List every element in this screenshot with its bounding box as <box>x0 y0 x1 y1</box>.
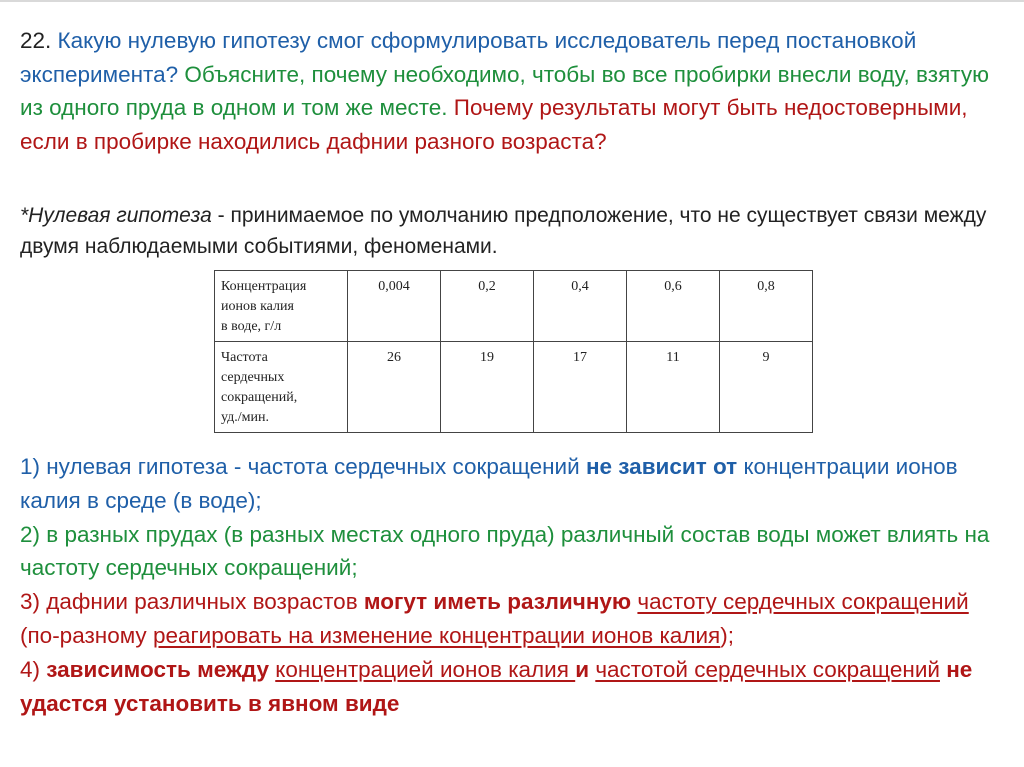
table-cell: 0,2 <box>441 271 534 342</box>
definition-term: *Нулевая гипотеза <box>20 204 212 227</box>
answer-3: 3) дафнии различных возрастов могут иметь различную частоту сердечных сокращений (по-разному реагировать на изменение концентрации ионов калия); <box>20 589 969 648</box>
table-cell: 17 <box>534 342 627 433</box>
table-cell: 19 <box>441 342 534 433</box>
table-cell: 0,4 <box>534 271 627 342</box>
table-cell: 0,004 <box>348 271 441 342</box>
table-row-concentration <box>215 271 813 342</box>
question-part-3: Почему результаты могут быть недостоверными, если в пробирке находились дафнии разного возраста? <box>20 95 968 154</box>
question-text <box>20 24 1010 158</box>
table-row-heart-rate <box>215 342 813 433</box>
row-label-concentration: Концентрация ионов калия в воде, г/л <box>215 271 348 342</box>
answer-2: 2) в разных прудах (в разных местах одного пруда) различный состав воды может влиять на частоту сердечных сокращений; <box>20 521 990 581</box>
top-divider <box>0 0 1024 2</box>
question-part-1: Какую нулевую гипотезу смог сформулировать исследователь перед постановкой эксперимента? <box>20 28 917 87</box>
table-cell: 0,8 <box>720 271 813 342</box>
table-cell: 11 <box>627 342 720 433</box>
answer-1: 1) нулевая гипотеза - частота сердечных сокращений не зависит от концентрации ионов калия в среде (в воде); <box>20 454 958 513</box>
question-part-2: Объясните, почему необходимо, чтобы во все пробирки внесли воду, взятую из одного пруда в одном и том же месте. <box>20 61 989 120</box>
question-number: 22. <box>20 28 52 53</box>
definition-text <box>20 200 1010 262</box>
definition-body: - принимаемое по умолчанию предположение, что не существует связи между двумя наблюдаемыми событиями, феноменами. <box>20 204 987 258</box>
table-cell: 0,6 <box>627 271 720 342</box>
answers-block <box>20 450 1010 720</box>
data-table <box>214 270 813 433</box>
row-label-heart-rate: Частота сердечных сокращений, уд./мин. <box>215 342 348 433</box>
answer-4: 4) зависимость между концентрацией ионов калия и частотой сердечных сокращений не удастся установить в явном виде <box>20 656 973 716</box>
table-cell: 9 <box>720 342 813 433</box>
table-cell: 26 <box>348 342 441 433</box>
